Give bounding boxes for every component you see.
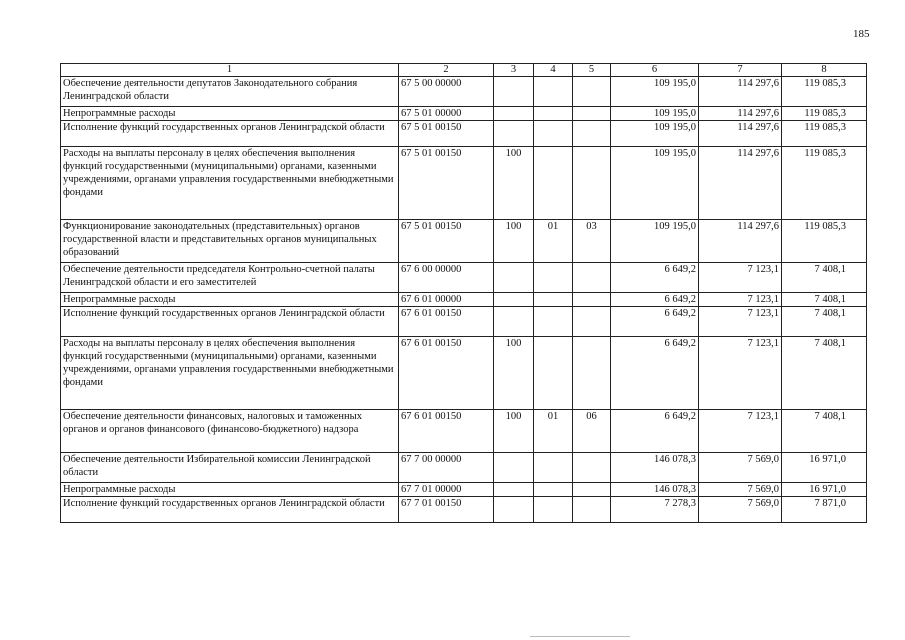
table-body [61,77,867,523]
row-value-7: 7 569,0 [699,483,782,497]
row-code: 67 5 01 00150 [399,121,494,147]
table-row [61,410,867,453]
row-value-8: 7 408,1 [782,263,867,293]
row-subsection [573,307,611,337]
row-section [534,121,573,147]
row-expense-type [494,107,534,121]
row-expense-type [494,121,534,147]
row-name: Обеспечение деятельности Избирательной комиссии Ленинградской области [61,453,399,483]
table-row [61,107,867,121]
row-value-6: 6 649,2 [611,410,699,453]
row-code: 67 5 01 00000 [399,107,494,121]
row-value-7: 7 123,1 [699,263,782,293]
row-subsection [573,497,611,523]
row-subsection [573,147,611,220]
table-row [61,293,867,307]
scan-mark [530,636,630,637]
header-cell: 3 [494,64,534,77]
row-section [534,307,573,337]
row-name: Непрограммные расходы [61,107,399,121]
row-code: 67 6 01 00150 [399,410,494,453]
row-name: Исполнение функций государственных органов Ленинградской области [61,497,399,523]
row-value-6: 109 195,0 [611,121,699,147]
row-expense-type [494,263,534,293]
row-code: 67 6 01 00150 [399,337,494,410]
row-expense-type [494,483,534,497]
row-section [534,453,573,483]
row-name: Исполнение функций государственных органов Ленинградской области [61,121,399,147]
row-expense-type [494,293,534,307]
row-value-8: 7 408,1 [782,293,867,307]
header-cell: 7 [699,64,782,77]
row-value-8: 7 408,1 [782,337,867,410]
row-name: Расходы на выплаты персоналу в целях обеспечения выполнения функций государственными (муниципальными) органами, казенными учреждениями, органами управления государственными внебюджетными фондами [61,337,399,410]
table-row [61,147,867,220]
row-value-8: 16 971,0 [782,483,867,497]
row-value-7: 7 123,1 [699,410,782,453]
row-name: Обеспечение деятельности депутатов Законодательного собрания Ленинградской области [61,77,399,107]
header-cell: 1 [61,64,399,77]
row-expense-type [494,307,534,337]
row-value-6: 109 195,0 [611,107,699,121]
row-expense-type: 100 [494,220,534,263]
row-value-6: 6 649,2 [611,337,699,410]
row-expense-type: 100 [494,147,534,220]
row-section [534,147,573,220]
page-number: 185 [853,28,870,40]
row-value-6: 146 078,3 [611,483,699,497]
row-value-6: 109 195,0 [611,147,699,220]
row-section [534,497,573,523]
header-cell: 5 [573,64,611,77]
row-subsection [573,263,611,293]
row-name: Расходы на выплаты персоналу в целях обеспечения выполнения функций государственными (муниципальными) органами, казенными учреждениями, органами управления государственными внебюджетными фондами [61,147,399,220]
header-cell: 6 [611,64,699,77]
row-subsection [573,77,611,107]
table-row [61,220,867,263]
row-code: 67 7 01 00150 [399,497,494,523]
row-expense-type [494,453,534,483]
row-value-6: 6 649,2 [611,263,699,293]
row-code: 67 6 01 00000 [399,293,494,307]
row-value-8: 119 085,3 [782,220,867,263]
row-expense-type: 100 [494,410,534,453]
row-subsection [573,121,611,147]
row-value-7: 7 123,1 [699,337,782,410]
row-value-6: 146 078,3 [611,453,699,483]
row-section [534,483,573,497]
row-value-8: 7 408,1 [782,307,867,337]
table-row [61,263,867,293]
table-row [61,483,867,497]
row-value-6: 6 649,2 [611,307,699,337]
header-cell: 8 [782,64,867,77]
row-code: 67 5 01 00150 [399,147,494,220]
row-section [534,77,573,107]
row-value-8: 16 971,0 [782,453,867,483]
row-expense-type: 100 [494,337,534,410]
row-expense-type [494,77,534,107]
row-section [534,107,573,121]
row-value-6: 109 195,0 [611,77,699,107]
row-value-8: 119 085,3 [782,147,867,220]
row-value-6: 109 195,0 [611,220,699,263]
row-value-7: 114 297,6 [699,121,782,147]
table-row [61,77,867,107]
row-value-8: 119 085,3 [782,107,867,121]
row-section: 01 [534,220,573,263]
row-value-7: 114 297,6 [699,147,782,220]
row-name: Непрограммные расходы [61,293,399,307]
table-row [61,121,867,147]
row-value-7: 7 569,0 [699,453,782,483]
row-value-7: 7 123,1 [699,307,782,337]
row-name: Непрограммные расходы [61,483,399,497]
table-row [61,453,867,483]
row-expense-type [494,497,534,523]
row-subsection [573,483,611,497]
row-code: 67 5 00 00000 [399,77,494,107]
row-value-7: 7 123,1 [699,293,782,307]
row-subsection [573,337,611,410]
row-section [534,263,573,293]
row-section [534,337,573,410]
row-code: 67 7 00 00000 [399,453,494,483]
row-value-8: 119 085,3 [782,121,867,147]
row-code: 67 7 01 00000 [399,483,494,497]
row-value-7: 114 297,6 [699,77,782,107]
row-value-6: 7 278,3 [611,497,699,523]
row-subsection [573,453,611,483]
row-value-6: 6 649,2 [611,293,699,307]
row-value-7: 114 297,6 [699,220,782,263]
row-value-8: 7 408,1 [782,410,867,453]
row-name: Исполнение функций государственных органов Ленинградской области [61,307,399,337]
table-row [61,337,867,410]
row-value-7: 7 569,0 [699,497,782,523]
row-subsection [573,293,611,307]
row-subsection [573,107,611,121]
row-value-7: 114 297,6 [699,107,782,121]
row-name: Функционирование законодательных (представительных) органов государственной власти и представительных органов муниципальных образований [61,220,399,263]
row-name: Обеспечение деятельности финансовых, налоговых и таможенных органов и органов финансового (финансово-бюджетного) надзора [61,410,399,453]
row-name: Обеспечение деятельности председателя Контрольно-счетной палаты Ленинградской области и его заместителей [61,263,399,293]
table-row [61,307,867,337]
row-subsection: 03 [573,220,611,263]
budget-table [60,63,867,523]
row-code: 67 6 01 00150 [399,307,494,337]
row-value-8: 119 085,3 [782,77,867,107]
header-row [61,64,867,77]
table-row [61,497,867,523]
header-cell: 4 [534,64,573,77]
row-subsection: 06 [573,410,611,453]
row-section: 01 [534,410,573,453]
row-code: 67 5 01 00150 [399,220,494,263]
header-cell: 2 [399,64,494,77]
row-value-8: 7 871,0 [782,497,867,523]
row-section [534,293,573,307]
row-code: 67 6 00 00000 [399,263,494,293]
